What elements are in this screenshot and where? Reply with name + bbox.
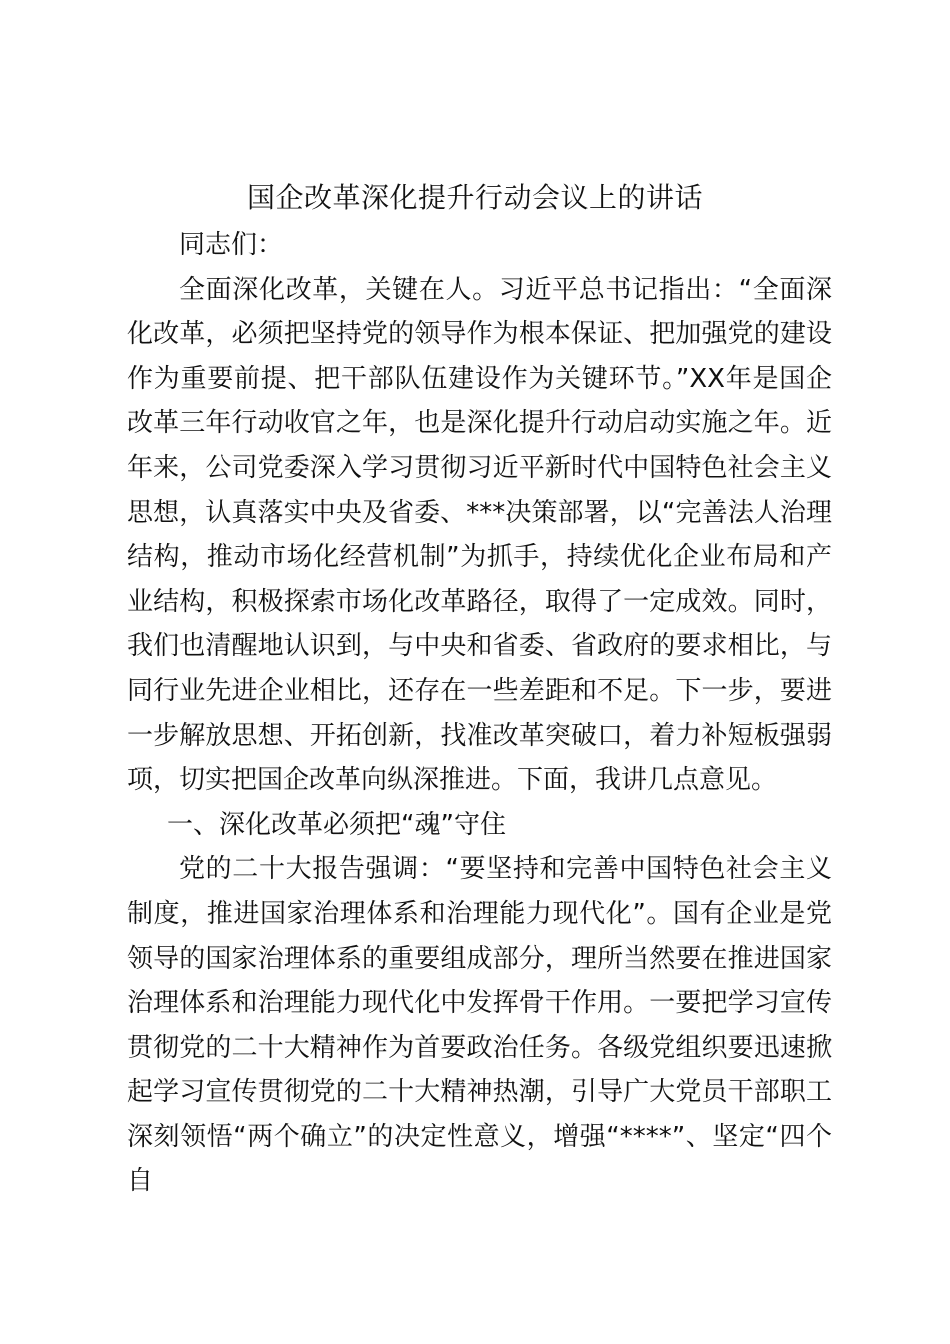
paragraph-intro: 全面深化改革，关键在人。习近平总书记指出：“全面深化改革，必须把坚持党的领导作为根本保证、把加强党的建设作为重要前提、把干部队伍建设作为关键环节。”XX年是国企改革三年行动收官之年，也是深化提升行动启动实施之年。近年来，公司党委深入学习贯彻习近平新时代中国特色社会主义思想，认真落实中央及省委、***决策部署，以“完善法人治理结构，推动市场化经营机制”为抓手，持续优化企业布局和产业结构，积极探索市场化改革路径，取得了一定成效。同时，我们也清醒地认识到，与中央和省委、省政府的要求相比，与同行业先进企业相比，还存在一些差距和不足。下一步，要进一步解放思想、开拓创新，找准改革突破口，着力补短板强弱项，切实把国企改革向纵深推进。下面，我讲几点意见。 <box>127 274 832 796</box>
paragraph-section-1: 党的二十大报告强调：“要坚持和完善中国特色社会主义制度，推进国家治理体系和治理能力现代化”。国有企业是党领导的国家治理体系的重要组成部分，理所当然要在推进国家治理体系和治理能力现代化中发挥骨干作用。一要把学习宣传贯彻党的二十大精神作为首要政治任务。各级党组织要迅速掀起学习宣传贯彻党的二十大精神热潮，引导广大党员干部职工深刻领悟“两个确立”的决定性意义，增强“****”、坚定“四个自 <box>127 854 832 1197</box>
section-heading-1: 一、深化改革必须把“魂”守住 <box>167 809 506 840</box>
document-body <box>127 223 832 1204</box>
document-title: 国企改革深化提升行动会议上的讲话 <box>246 181 703 214</box>
salutation: 同志们： <box>179 230 284 260</box>
